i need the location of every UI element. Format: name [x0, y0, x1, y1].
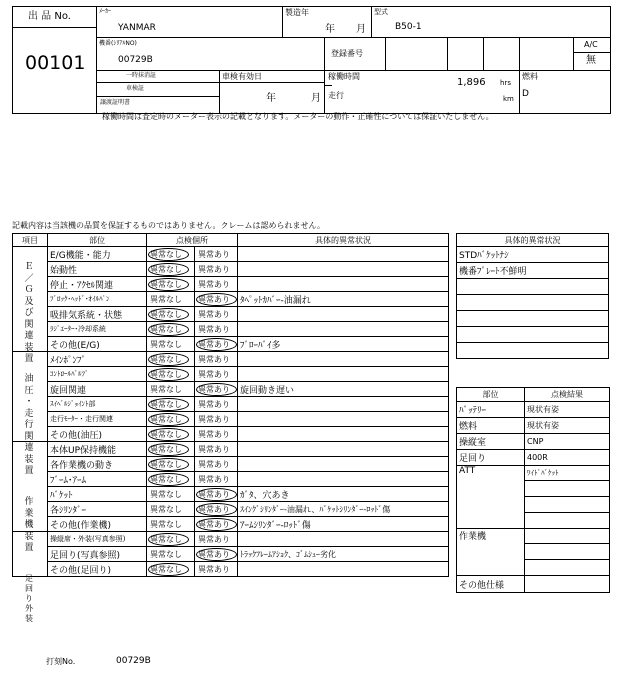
status-yes	[195, 322, 238, 337]
status-yes-label: 異常あり	[198, 429, 230, 439]
reg-label: 登録番号	[331, 49, 363, 58]
status-none-label: 異常なし	[150, 264, 182, 274]
right-issues-header: 具体的異常状況	[457, 234, 609, 247]
status-yes-label: 異常あり	[198, 549, 230, 559]
row-detail	[238, 562, 449, 577]
status-yes	[195, 487, 238, 502]
status-none-label: 異常なし	[150, 384, 182, 394]
table-row	[457, 576, 610, 593]
table-row	[13, 487, 449, 502]
result-part: ﾊﾞｯﾃﾘｰ	[457, 402, 525, 418]
status-none-label: 異常なし	[150, 354, 182, 364]
list-item	[457, 279, 609, 295]
status-none	[147, 532, 195, 547]
row-part: ﾊﾞｹｯﾄ	[48, 487, 147, 502]
shuppin-label: 出 品 No.	[28, 11, 71, 22]
status-yes-label: 異常あり	[198, 249, 230, 259]
result-part: 燃料	[457, 418, 525, 434]
col-part: 部位	[48, 234, 147, 247]
circle-mark	[148, 458, 189, 471]
status-none-label: 異常なし	[150, 444, 182, 454]
status-yes-label: 異常あり	[198, 474, 230, 484]
status-none	[147, 472, 195, 487]
inspection-expiry-label: 車検有効日	[222, 72, 262, 81]
att-value: ﾜｲﾄﾞﾊﾞｹｯﾄ	[525, 466, 610, 481]
circle-mark	[196, 518, 237, 531]
status-none	[147, 337, 195, 352]
table-row	[13, 562, 449, 577]
row-detail	[238, 352, 449, 367]
table-row	[13, 307, 449, 322]
status-yes	[195, 262, 238, 277]
km-unit: km	[503, 95, 514, 103]
status-yes	[195, 412, 238, 427]
status-none-label: 異常なし	[150, 489, 182, 499]
serial-label: 機番(ｼﾘｱﾙNO)	[99, 40, 137, 47]
hours-note: 稼働時間は査定時のメーター表示の記載となります。メーターの動作・正確性については保証いたしません。	[102, 112, 494, 121]
table-row	[13, 247, 449, 262]
status-none-label: 異常なし	[150, 459, 182, 469]
status-none	[147, 247, 195, 262]
table-row	[457, 529, 610, 544]
status-yes-label: 異常あり	[198, 504, 230, 514]
status-none-label: 異常なし	[150, 534, 182, 544]
row-part: 操縦席・外装(写真参照)	[48, 532, 147, 547]
list-item	[457, 263, 609, 279]
result-value: CNP	[525, 434, 610, 450]
travel-label: 走行	[328, 91, 344, 100]
fuel-value: D	[522, 89, 529, 99]
group-label-eg	[23, 262, 35, 366]
row-part: ﾌﾞｰﾑ･ｱｰﾑ	[48, 472, 147, 487]
status-yes-label: 異常あり	[198, 339, 230, 349]
status-none-label: 異常なし	[150, 429, 182, 439]
model-value: B50-1	[395, 22, 422, 32]
row-detail	[238, 427, 449, 442]
status-none	[147, 322, 195, 337]
att-label: ATT	[457, 466, 525, 529]
circle-mark	[148, 563, 189, 576]
list-item	[457, 295, 609, 311]
table-header-row	[13, 234, 449, 247]
status-yes-label: 異常あり	[198, 444, 230, 454]
row-detail	[238, 277, 449, 292]
status-none	[147, 367, 195, 382]
status-yes-label: 異常あり	[198, 414, 230, 424]
status-none	[147, 352, 195, 367]
row-part: 走行ﾓｰﾀｰ・走行関連	[48, 412, 147, 427]
status-yes-label: 異常あり	[198, 369, 230, 379]
status-none	[147, 517, 195, 532]
status-none-label: 異常なし	[150, 414, 182, 424]
group-label-undercarriage	[23, 574, 35, 624]
status-yes	[195, 427, 238, 442]
list-item	[457, 343, 609, 359]
circle-mark	[148, 443, 189, 456]
status-yes-label: 異常あり	[198, 294, 230, 304]
row-detail	[238, 532, 449, 547]
right-col-result: 点検結果	[525, 388, 610, 402]
table-row	[13, 502, 449, 517]
status-yes	[195, 382, 238, 397]
row-detail	[238, 412, 449, 427]
table-row	[13, 292, 449, 307]
circle-mark	[148, 398, 189, 411]
status-yes-label: 異常あり	[198, 354, 230, 364]
status-none	[147, 442, 195, 457]
table-row	[457, 466, 610, 481]
table-row	[13, 442, 449, 457]
circle-mark	[148, 368, 189, 381]
row-detail	[238, 307, 449, 322]
row-detail: ﾄﾗｯｸﾌﾚｰﾑｱｼｮｸ、ｺﾞﾑｼｭｰ劣化	[238, 547, 449, 562]
status-none	[147, 502, 195, 517]
status-yes	[195, 397, 238, 412]
year-unit: 年	[325, 24, 335, 35]
row-detail: ﾀﾍﾟｯﾄｶﾊﾞｰ-油漏れ	[238, 292, 449, 307]
status-none-label: 異常なし	[150, 369, 182, 379]
month-unit: 月	[356, 24, 366, 35]
row-detail	[238, 442, 449, 457]
row-detail	[238, 472, 449, 487]
list-item	[457, 327, 609, 343]
work-label: 作業機	[457, 529, 525, 576]
circle-mark	[196, 293, 237, 306]
group-label-work	[23, 497, 35, 555]
col-item: 項目	[13, 234, 48, 247]
status-yes	[195, 532, 238, 547]
row-detail: ｶﾞﾀ、穴あき	[238, 487, 449, 502]
status-yes	[195, 277, 238, 292]
status-none	[147, 427, 195, 442]
att-blank	[525, 481, 610, 497]
stamp-label: 打刻No.	[46, 657, 76, 666]
circle-mark	[148, 248, 189, 261]
group-label-text: 作 業 機 装 置	[24, 497, 34, 553]
status-yes-label: 異常あり	[198, 309, 230, 319]
table-row	[13, 277, 449, 292]
issue-text	[457, 295, 609, 311]
table-row	[13, 457, 449, 472]
status-yes-label: 異常あり	[198, 279, 230, 289]
group-label-text: 足 回 り 外 装	[25, 574, 33, 623]
result-part: 操縦室	[457, 434, 525, 450]
circle-mark	[148, 428, 189, 441]
circle-mark	[196, 548, 237, 561]
status-yes	[195, 307, 238, 322]
table-row	[13, 382, 449, 397]
status-yes-label: 異常あり	[198, 534, 230, 544]
right-results-table	[456, 387, 610, 593]
table-row	[457, 418, 610, 434]
row-part: 本体UP保持機能	[48, 442, 147, 457]
status-none-label: 異常なし	[150, 339, 182, 349]
status-none-label: 異常なし	[150, 519, 182, 529]
circle-mark	[148, 278, 189, 291]
status-none	[147, 547, 195, 562]
hours-unit: hrs	[500, 79, 511, 87]
stamp-value: 00729B	[116, 656, 151, 666]
status-yes	[195, 472, 238, 487]
hours-value: 1,896	[457, 77, 486, 88]
circle-mark	[148, 263, 189, 276]
status-yes	[195, 517, 238, 532]
status-none-label: 異常なし	[150, 564, 182, 574]
status-none-label: 異常なし	[150, 294, 182, 304]
table-row	[457, 450, 610, 466]
row-detail	[238, 247, 449, 262]
row-detail	[238, 322, 449, 337]
status-yes	[195, 292, 238, 307]
status-none-label: 異常なし	[150, 324, 182, 334]
expiry-year-unit: 年	[266, 93, 276, 104]
group-label-hydraulic	[23, 374, 35, 478]
disclaimer: 記載内容は当該機の品質を保証するものではありません。クレームは認められません。	[12, 221, 325, 230]
row-part: その他(E/G)	[48, 337, 147, 352]
row-part: その他(油圧)	[48, 427, 147, 442]
list-item	[457, 247, 609, 263]
issue-text: 機番ﾌﾟﾚｰﾄ不鮮明	[457, 263, 609, 279]
table-row	[13, 517, 449, 532]
status-yes-label: 異常あり	[198, 324, 230, 334]
status-none	[147, 412, 195, 427]
shuppin-value: 00101	[25, 52, 86, 74]
row-part: その他(足回り)	[48, 562, 147, 577]
circle-mark	[196, 503, 237, 516]
maker-value: YANMAR	[118, 23, 156, 33]
row-part: ﾗｼﾞｴｰﾀｰ･冷却系統	[48, 322, 147, 337]
work-blank	[525, 544, 610, 560]
fuel-label: 燃料	[522, 72, 538, 81]
issue-text	[457, 311, 609, 327]
circle-mark	[196, 383, 237, 396]
status-none-label: 異常なし	[150, 474, 182, 484]
circle-mark	[148, 473, 189, 486]
row-part: 始動性	[48, 262, 147, 277]
status-none	[147, 457, 195, 472]
row-part: 旋回関連	[48, 382, 147, 397]
status-yes	[195, 547, 238, 562]
status-none-label: 異常なし	[150, 279, 182, 289]
att-blank	[525, 497, 610, 513]
result-part: 足回り	[457, 450, 525, 466]
issue-text	[457, 279, 609, 295]
status-yes-label: 異常あり	[198, 459, 230, 469]
status-yes	[195, 367, 238, 382]
table-row	[13, 472, 449, 487]
row-part: ｺﾝﾄﾛｰﾙﾊﾞﾙﾌﾞ	[48, 367, 147, 382]
row-part: 各作業機の動き	[48, 457, 147, 472]
table-row	[13, 412, 449, 427]
status-none	[147, 562, 195, 577]
status-yes-label: 異常あり	[198, 399, 230, 409]
circle-mark	[148, 353, 189, 366]
vehicle-cert-label: 車検証	[126, 85, 145, 92]
status-none-label: 異常なし	[150, 309, 182, 319]
list-item	[457, 311, 609, 327]
col-detail: 具体的異常状況	[238, 234, 449, 247]
row-detail: ﾌﾞﾛｰﾊﾞｲ多	[238, 337, 449, 352]
status-none-label: 異常なし	[150, 399, 182, 409]
serial-value: 00729B	[118, 55, 153, 65]
table-row	[457, 402, 610, 418]
row-detail	[238, 262, 449, 277]
table-row	[13, 532, 449, 547]
status-yes	[195, 502, 238, 517]
row-part: 吸排気系統・状態	[48, 307, 147, 322]
hours-label: 稼働時間	[328, 72, 360, 81]
status-yes	[195, 247, 238, 262]
table-row	[13, 352, 449, 367]
year-label: 製造年	[285, 8, 309, 17]
group-label-text: 油 圧 ・ 走 行 関 連 装 置	[24, 374, 34, 476]
expiry-month-unit: 月	[311, 93, 321, 104]
issue-text	[457, 343, 609, 359]
result-value: 400R	[525, 450, 610, 466]
status-none	[147, 397, 195, 412]
row-part: 各ｼﾘﾝﾀﾞｰ	[48, 502, 147, 517]
table-row	[13, 427, 449, 442]
circle-mark	[148, 533, 189, 546]
result-value: 現状有姿	[525, 418, 610, 434]
table-row	[13, 337, 449, 352]
row-detail: ｽｲﾝｸﾞｼﾘﾝﾀﾞｰ-油漏れ、ﾊﾞｹｯﾄｼﾘﾝﾀﾞｰ-ﾛｯﾄﾞ傷	[238, 502, 449, 517]
status-none-label: 異常なし	[150, 504, 182, 514]
status-none	[147, 307, 195, 322]
status-yes	[195, 337, 238, 352]
maker-label: ﾒｰｶｰ	[99, 8, 112, 15]
table-row	[13, 547, 449, 562]
col-check: 点検個所	[147, 234, 238, 247]
status-yes	[195, 457, 238, 472]
ac-value: 無	[586, 55, 596, 66]
status-yes-label: 異常あり	[198, 384, 230, 394]
status-none	[147, 382, 195, 397]
work-blank	[525, 529, 610, 544]
status-none	[147, 487, 195, 502]
circle-mark	[148, 413, 189, 426]
status-none	[147, 292, 195, 307]
row-part: ｽｲﾍﾞﾙｼﾞｮｲﾝﾄ部	[48, 397, 147, 412]
row-part: 足回り(写真参照)	[48, 547, 147, 562]
att-blank	[525, 513, 610, 529]
row-detail	[238, 367, 449, 382]
circle-mark	[148, 308, 189, 321]
status-yes	[195, 352, 238, 367]
group-label-text: Ｅ ／ Ｇ 及 び 関 連 装 置	[24, 262, 34, 364]
work-blank	[525, 560, 610, 576]
ac-label: A/C	[584, 40, 598, 49]
status-none-label: 異常なし	[150, 549, 182, 559]
status-yes	[195, 442, 238, 457]
row-detail: 旋回動き遅い	[238, 382, 449, 397]
status-none	[147, 262, 195, 277]
circle-mark	[196, 488, 237, 501]
table-row	[13, 262, 449, 277]
status-none-label: 異常なし	[150, 249, 182, 259]
status-yes-label: 異常あり	[198, 489, 230, 499]
result-value: 現状有姿	[525, 402, 610, 418]
right-issues-table	[456, 233, 609, 359]
other-blank	[525, 576, 610, 593]
status-none	[147, 277, 195, 292]
row-detail	[238, 457, 449, 472]
right-col-part: 部位	[457, 388, 525, 402]
issue-text: STDﾊﾞｹｯﾄﾅｼ	[457, 247, 609, 263]
status-yes-label: 異常あり	[198, 564, 230, 574]
table-row	[457, 434, 610, 450]
circle-mark	[196, 338, 237, 351]
circle-mark	[148, 323, 189, 336]
model-label: 型式	[374, 8, 388, 16]
transfer-cert-label: 譲渡証明書	[100, 99, 131, 106]
row-detail: ｱｰﾑｼﾘﾝﾀﾞｰ-ﾛｯﾄﾞ傷	[238, 517, 449, 532]
row-part: 停止・ｱｸｾﾙ関連	[48, 277, 147, 292]
row-part: E/G機能・能力	[48, 247, 147, 262]
row-part: ﾒｲﾝﾎﾟﾝﾌﾟ	[48, 352, 147, 367]
row-detail	[238, 397, 449, 412]
status-yes	[195, 562, 238, 577]
row-part: ﾌﾞﾛｯｸ･ﾍｯﾄﾞ･ｵｲﾙﾊﾟﾝ	[48, 292, 147, 307]
status-yes-label: 異常あり	[198, 519, 230, 529]
table-row	[13, 322, 449, 337]
issue-text	[457, 327, 609, 343]
row-part: その他(作業機)	[48, 517, 147, 532]
temp-cert-label: 一時抹消証	[126, 72, 157, 79]
table-row	[13, 397, 449, 412]
status-yes-label: 異常あり	[198, 264, 230, 274]
inspection-table	[12, 233, 449, 577]
table-row	[13, 367, 449, 382]
other-label: その他仕様	[457, 576, 525, 593]
